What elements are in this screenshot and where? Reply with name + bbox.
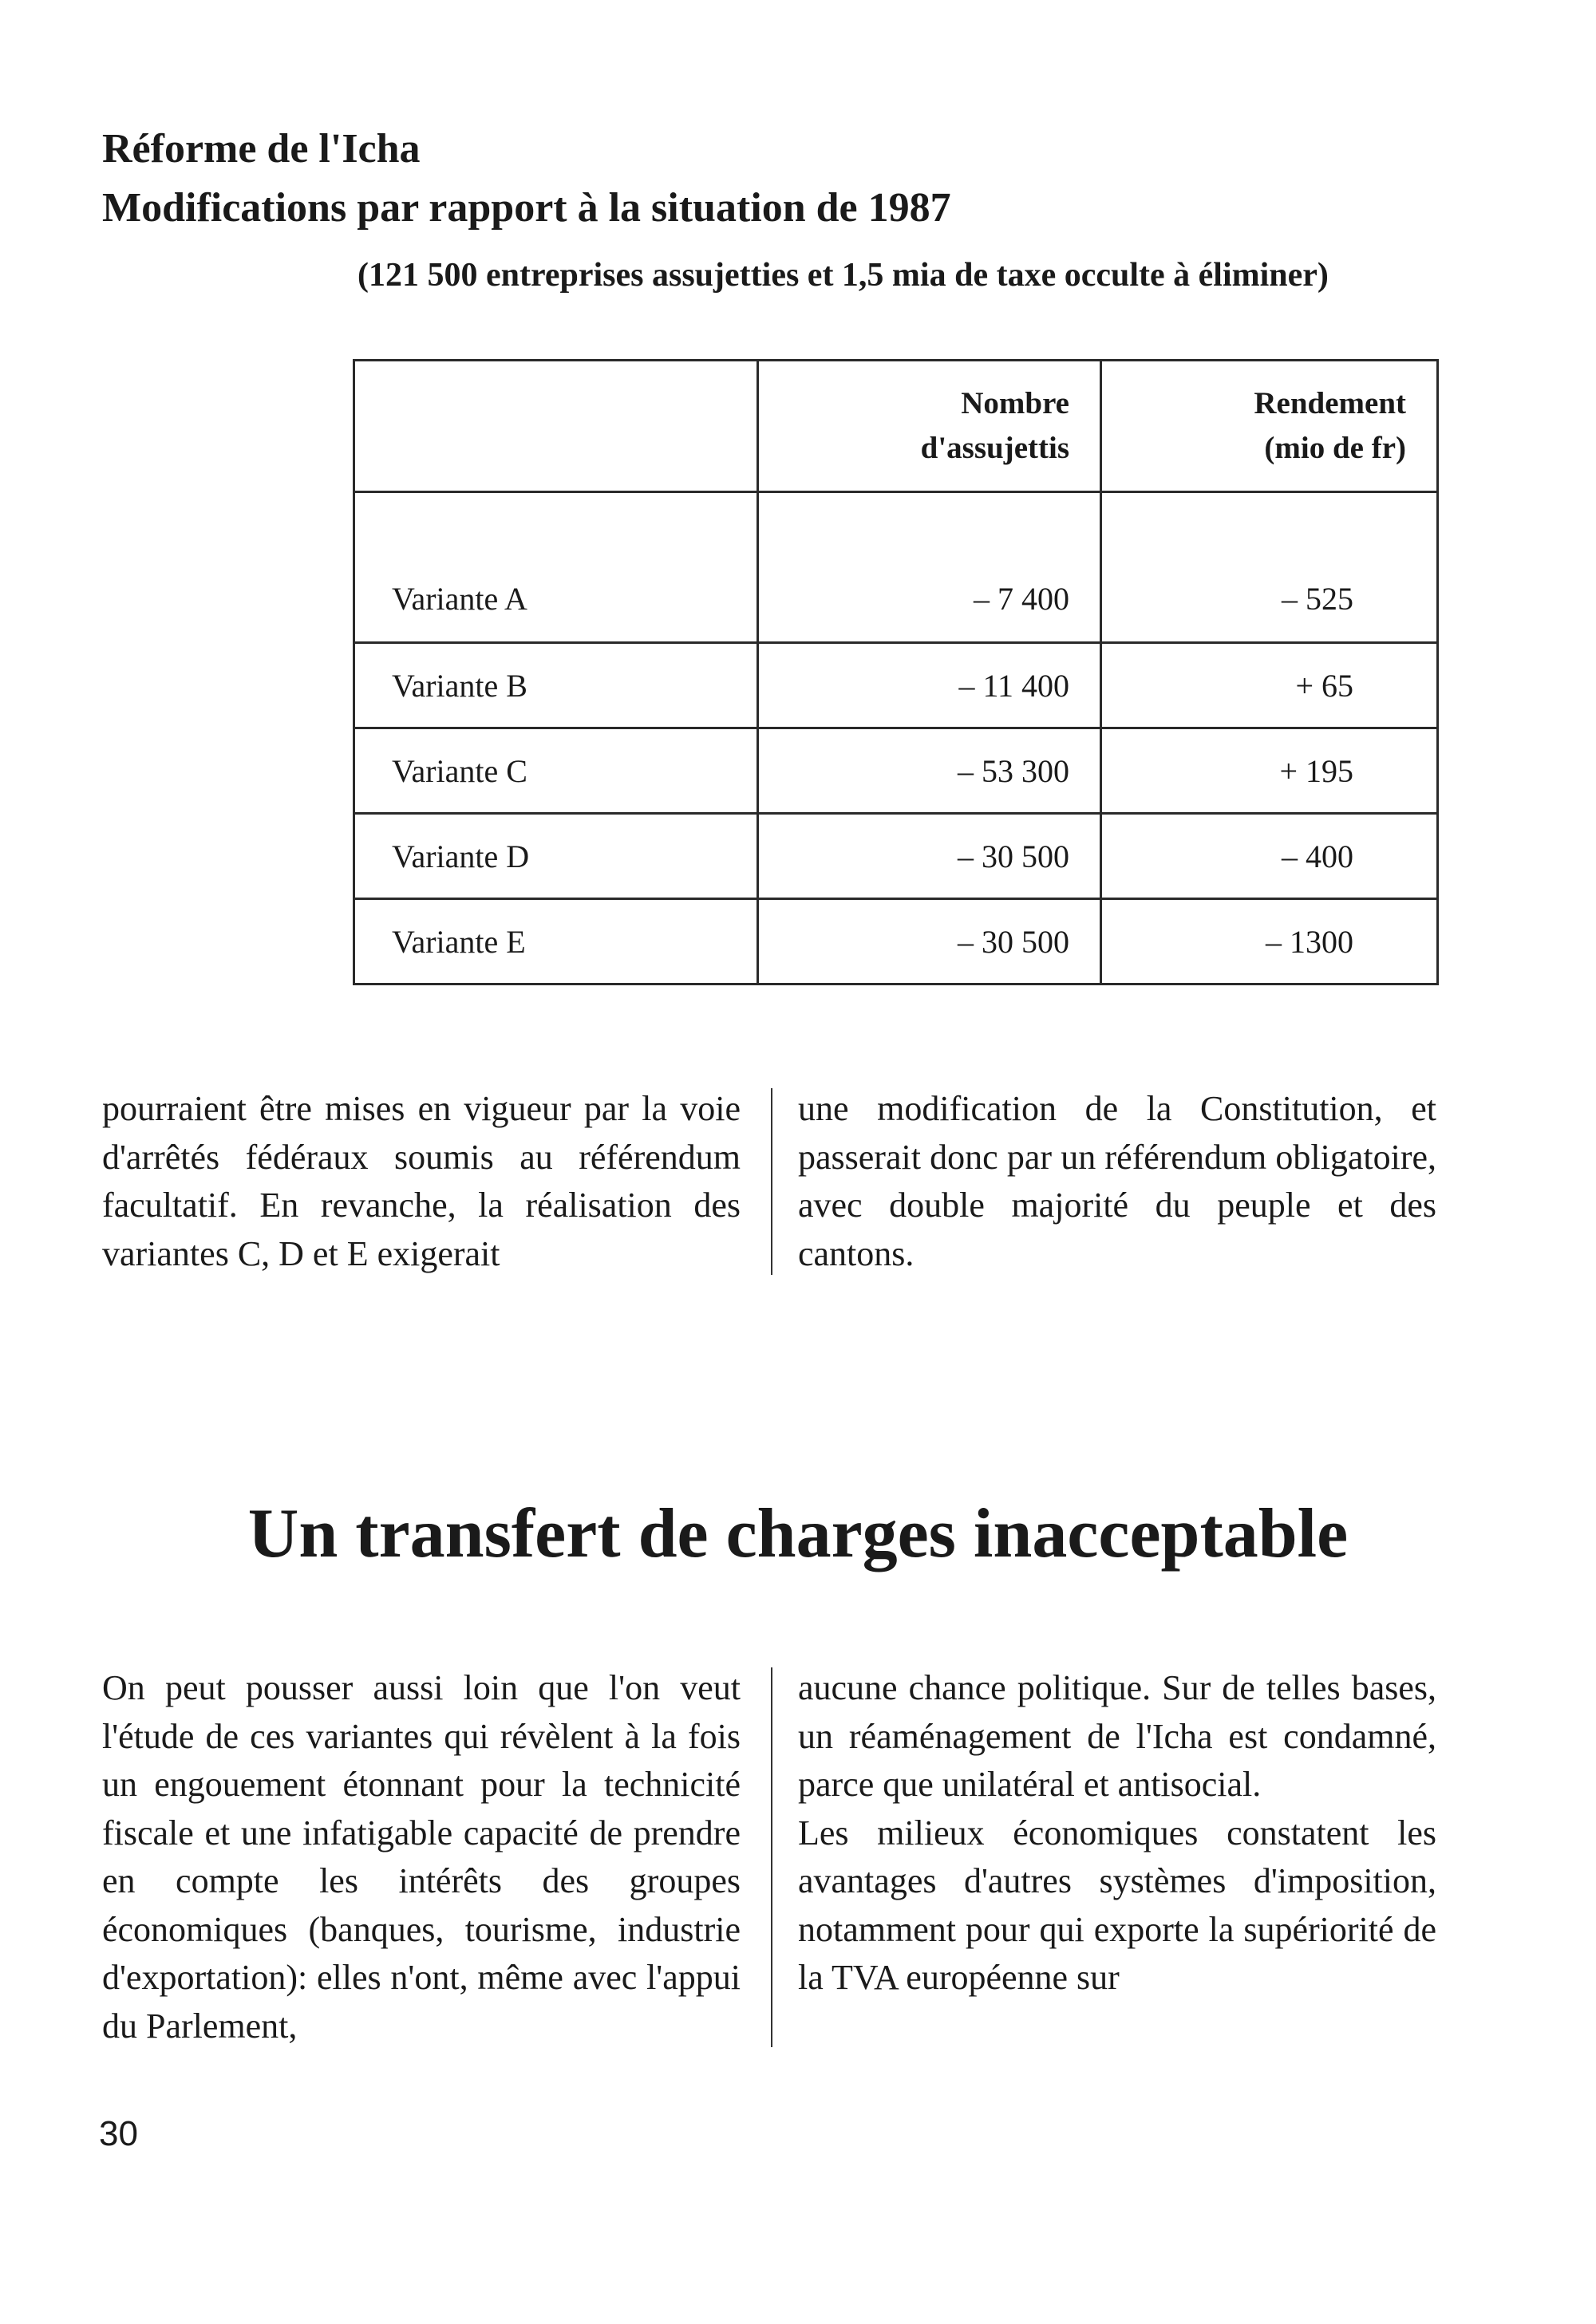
row-label: Variante C xyxy=(354,728,758,814)
header-rendement-line1: Rendement xyxy=(1254,386,1406,420)
section-title: Un transfert de charges inacceptable xyxy=(247,1495,1349,1572)
header-empty-cell xyxy=(354,361,758,492)
row-label: Variante E xyxy=(354,899,758,984)
row-nombre: – 11 400 xyxy=(758,643,1101,728)
text-column-left: On peut pousser aussi loin que l'on veut l'étude de ces variantes qui révèlent à la fois un engouement étonnant pour la technicité fiscale et une infatigable capacité de prendre en compte les intérêts des groupes économiques (banques, tourisme, industrie d'exportation): elles n'ont, même avec l'appui du Parlement, xyxy=(102,1668,741,2046)
row-nombre: – 30 500 xyxy=(758,814,1101,899)
header-nombre xyxy=(758,361,1101,492)
header-nombre-line2: d'assujettis xyxy=(920,431,1069,465)
body-text-top xyxy=(102,1085,1436,1278)
text-column-right: une modification de la Constitution, et passerait donc par un référendum obligatoire, avec double majorité du peuple et des cantons. xyxy=(798,1089,1436,1273)
row-label: Variante D xyxy=(354,814,758,899)
row-rendement: + 65 xyxy=(1101,643,1438,728)
text-column-left: pourraient être mises en vigueur par la voie d'arrêtés fédéraux soumis au référendum facultatif. En revanche, la réalisation des variantes C, D et E exigerait xyxy=(102,1089,741,1273)
header-rendement-line2: (mio de fr) xyxy=(1264,431,1406,465)
table-row xyxy=(354,728,1438,814)
paragraph: aucune chance politique. Sur de telles bases, un réaménagement de l'Icha est condamné, parce que unilatéral et antisocial. xyxy=(798,1668,1436,1804)
paragraph: Les milieux économiques constatent les avantages d'autres systèmes d'imposition, notamment pour qui exporte la supériorité de la TVA européenne sur xyxy=(798,1813,1436,1997)
row-rendement: – 525 xyxy=(1101,492,1438,643)
table-row xyxy=(354,643,1438,728)
row-label: Variante B xyxy=(354,643,758,728)
table-header-row xyxy=(354,361,1438,492)
row-nombre: – 7 400 xyxy=(758,492,1101,643)
text-column-right xyxy=(798,1664,1436,2050)
column-divider xyxy=(771,1088,772,1275)
variants-table xyxy=(353,359,1439,985)
row-rendement: + 195 xyxy=(1101,728,1438,814)
header-nombre-line1: Nombre xyxy=(961,386,1069,420)
page-number: 30 xyxy=(99,2114,138,2153)
table-row xyxy=(354,899,1438,984)
table-row xyxy=(354,492,1438,643)
table-row xyxy=(354,814,1438,899)
table-subtitle: (121 500 entreprises assujetties et 1,5 mia de taxe occulte à éliminer) xyxy=(358,257,1329,294)
row-rendement: – 400 xyxy=(1101,814,1438,899)
body-text-bottom xyxy=(102,1664,1436,2050)
row-rendement: – 1300 xyxy=(1101,899,1438,984)
header-rendement xyxy=(1101,361,1438,492)
heading-line-2: Modifications par rapport à la situation de 1987 xyxy=(102,185,951,231)
row-label: Variante A xyxy=(354,492,758,643)
document-heading xyxy=(102,120,1459,238)
row-nombre: – 30 500 xyxy=(758,899,1101,984)
row-nombre: – 53 300 xyxy=(758,728,1101,814)
heading-line-1: Réforme de l'Icha xyxy=(102,126,421,172)
column-divider xyxy=(771,1667,772,2047)
